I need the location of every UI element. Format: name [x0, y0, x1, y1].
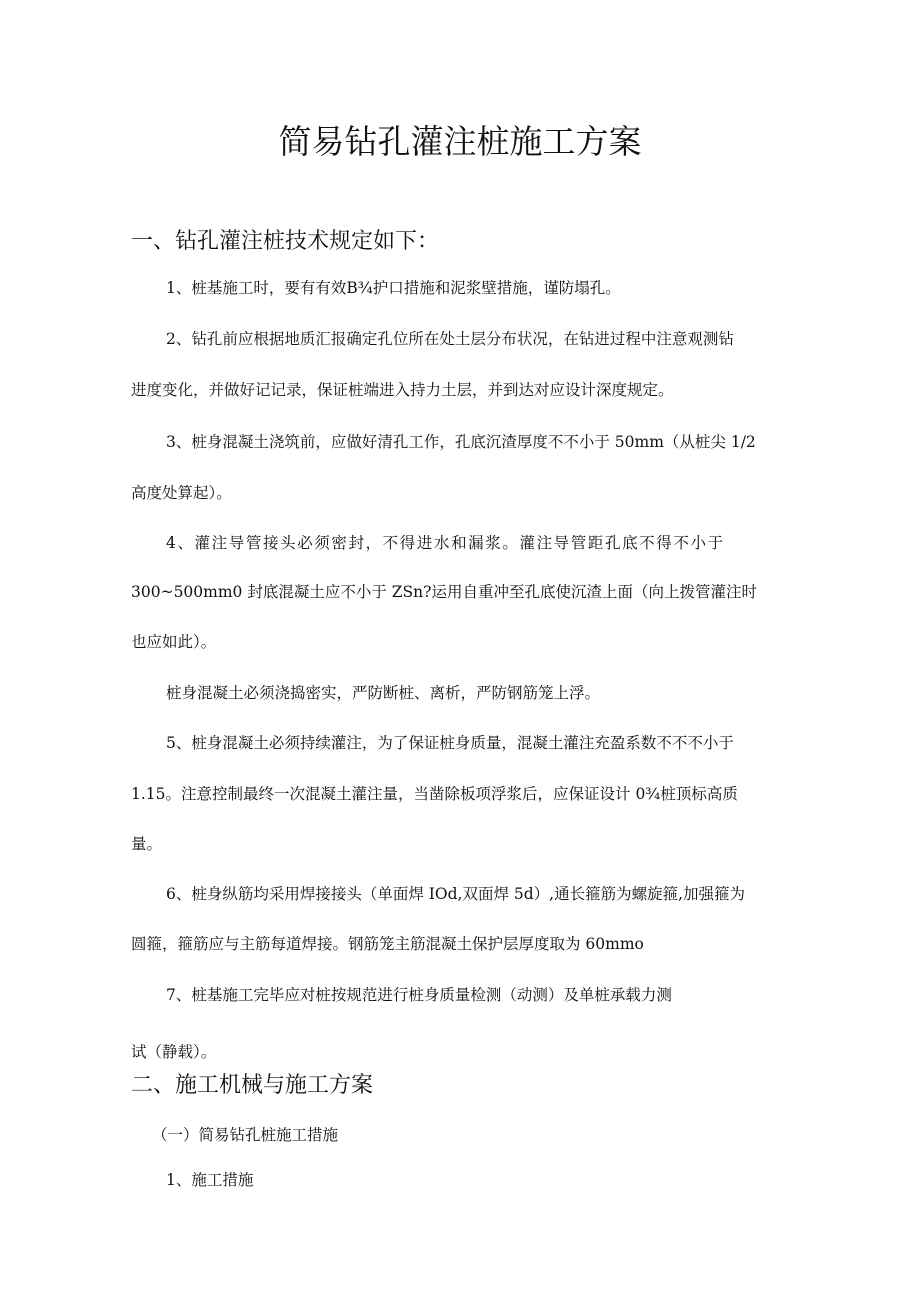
paragraph-5-line-1: 5、桩身混凝土必须持续灌注，为了保证桩身质量，混凝土灌注充盈系数不不不小于 — [166, 734, 734, 752]
paragraph-6-line-2: 圆箍，箍筋应与主筋每道焊接。钢筋笼主筋混凝土保护层厚度取为 60mmo — [131, 935, 644, 953]
subsection-heading-1: （一）简易钻孔桩施工措施 — [152, 1126, 339, 1144]
paragraph-7-line-2: 试（静载）。 — [131, 1043, 217, 1061]
document-title: 简易钻孔灌注桩施工方案 — [278, 122, 642, 161]
paragraph-4-line-2: 300~500mm0 封底混凝土应不小于 ZSn?运用自重冲至孔底使沉渣上面（向上拨管灌注时 — [131, 583, 757, 601]
subsection-item-1: 1、施工措施 — [166, 1171, 254, 1189]
paragraph-1: 1、桩基施工时，要有有效B¾护口措施和泥浆壁措施，谨防塌孔。 — [166, 279, 621, 297]
paragraph-5-line-3: 量。 — [131, 835, 163, 853]
paragraph-2-line-1: 2、钻孔前应根据地质汇报确定孔位所在处土层分布状况，在钻进过程中注意观测钻 — [166, 330, 734, 348]
paragraph-5-line-2: 1.15。注意控制最终一次混凝土灌注量，当凿除板项浮浆后，应保证设计 0¾桩顶标高质 — [131, 785, 738, 803]
paragraph-3-line-2: 高度处算起）。 — [131, 484, 232, 502]
section-heading-2: 二、施工机械与施工方案 — [131, 1073, 374, 1098]
paragraph-6-line-1: 6、桩身纵筋均采用焊接接头（单面焊 IOd,双面焊 5d）,通长箍筋为螺旋箍,加强箍为 — [166, 885, 746, 903]
paragraph-4-line-1: 4、灌注导管接头必须密封，不得进水和漏浆。灌注导管距孔底不得不小于 — [166, 534, 725, 552]
paragraph-2-line-2: 进度变化，并做好记记录，保证桩端进入持力土层，并到达对应设计深度规定。 — [131, 381, 674, 399]
paragraph-7-line-1: 7、桩基施工完毕应对桩按规范进行桩身质量检测（动测）及单桩承载力测 — [166, 986, 672, 1004]
section-heading-1: 一、钻孔灌注桩技术规定如下： — [131, 229, 440, 254]
paragraph-4-line-3: 也应如此）。 — [131, 633, 217, 651]
paragraph-4-extra: 桩身混凝土必须浇捣密实，严防断桩、离析，严防钢筋笼上浮。 — [166, 684, 601, 702]
paragraph-3-line-1: 3、桩身混凝土浇筑前，应做好清孔工作，孔底沉渣厚度不不小于 50mm（从桩尖 1/2 — [166, 433, 756, 451]
